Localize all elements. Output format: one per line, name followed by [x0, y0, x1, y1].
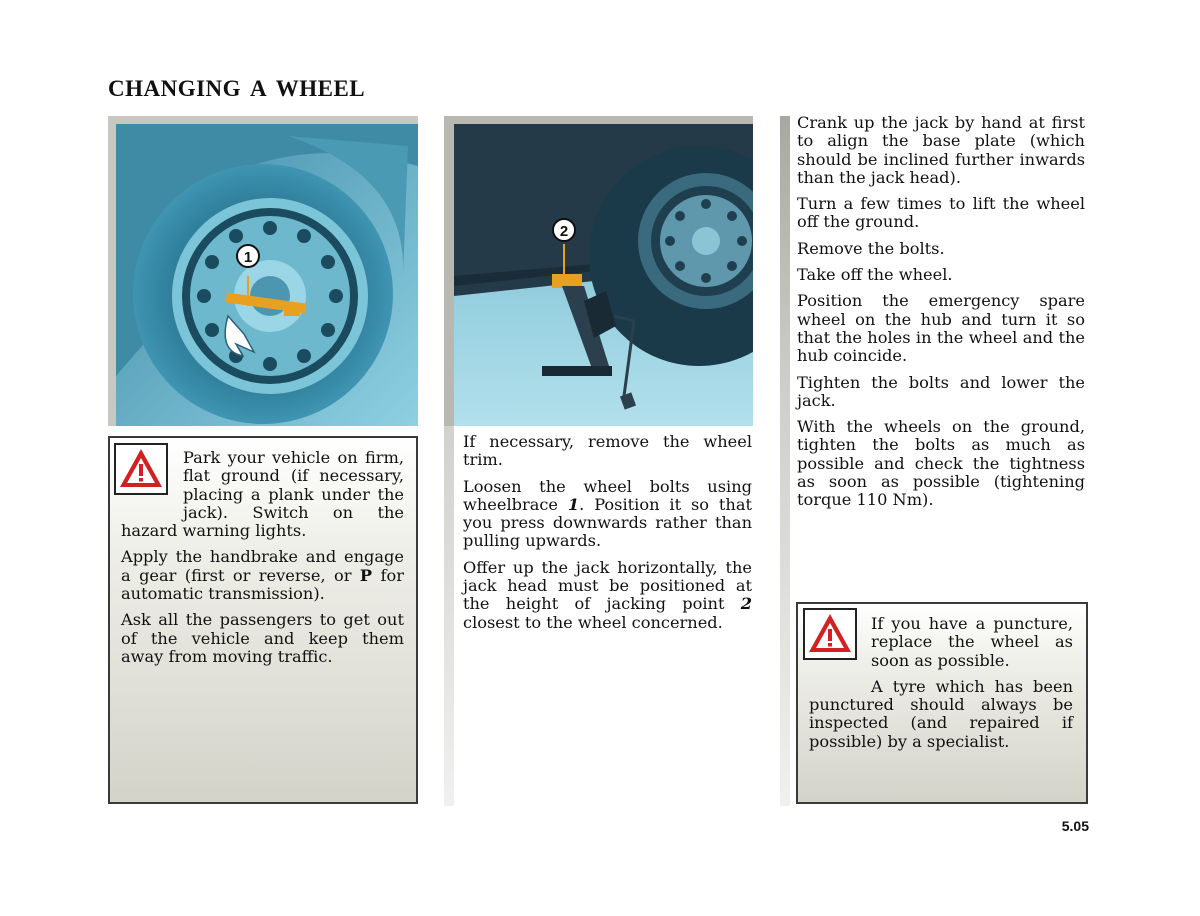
handbrake-text-c: for automatic transmission).	[121, 565, 404, 604]
wheel-trim-instruction: If necessary, remove the wheel trim.	[463, 432, 752, 470]
puncture-warning-text	[809, 615, 1073, 759]
torque-instruction: With the wheels on the ground, tighten the bolts as much as possible and check the tightness as soon as possible (tightening torque 110 Nm).	[797, 417, 1085, 510]
safety-warning-text	[121, 449, 404, 674]
specialist-instruction: A tyre which has been punctured should always be inspected (and repaired if possible) by a specialist.	[809, 676, 1073, 751]
gear-p-label: P	[359, 565, 373, 585]
page-title: CHANGING A WHEEL	[108, 76, 366, 101]
take-off-instruction: Take off the wheel.	[797, 265, 953, 285]
lift-instruction: Turn a few times to lift the wheel off the ground.	[797, 194, 1085, 232]
loosen-text-a: Loosen the wheel bolts using wheelbrace	[463, 476, 752, 514]
handbrake-text-a: Apply the handbrake and engage a gear (first or reverse, or	[121, 547, 404, 585]
wheelbrace-ref: 1	[567, 494, 580, 514]
loosen-text-c: . Position it so that you press downwards rather than pulling upwards.	[463, 494, 752, 551]
column-shade-right	[780, 116, 790, 806]
remove-bolts-instruction: Remove the bolts.	[797, 238, 945, 258]
jack-text-a: Offer up the jack horizontally, the jack head must be positioned at the height of jacking point	[463, 557, 752, 614]
jack-figure	[444, 116, 753, 426]
wheelbrace-figure	[108, 116, 418, 426]
icon-spacer	[121, 449, 183, 505]
park-instruction: Park your vehicle on firm, flat ground (if necessary, placing a plank under the jack). Switch on the hazard warning lights.	[121, 448, 404, 541]
crank-instruction: Crank up the jack by hand at first to align the base plate (which should be inclined further inwards than the jack head).	[797, 113, 1085, 187]
right-instructions	[797, 114, 1085, 518]
handbrake-instruction	[121, 548, 404, 603]
puncture-instruction: If you have a puncture, replace the wheel as soon as possible.	[871, 614, 1073, 670]
middle-instructions	[463, 433, 752, 640]
page-number: 5.05	[1061, 818, 1089, 834]
loosen-bolts-instruction	[463, 478, 752, 551]
callout-2: 2	[559, 223, 569, 240]
icon-spacer	[809, 615, 871, 671]
spare-wheel-instruction: Position the emergency spare wheel on the hub and turn it so that the holes in the wheel and the hub coincide.	[797, 291, 1085, 366]
jacking-point-ref: 2	[740, 594, 752, 614]
jack-text-c: closest to the wheel concerned.	[463, 612, 723, 632]
callout-1: 1	[243, 249, 253, 266]
tighten-instruction: Tighten the bolts and lower the jack.	[797, 372, 1085, 410]
jack-instruction	[463, 559, 752, 632]
passengers-instruction: Ask all the passengers to get out of the vehicle and keep them away from moving traffic.	[121, 610, 404, 666]
